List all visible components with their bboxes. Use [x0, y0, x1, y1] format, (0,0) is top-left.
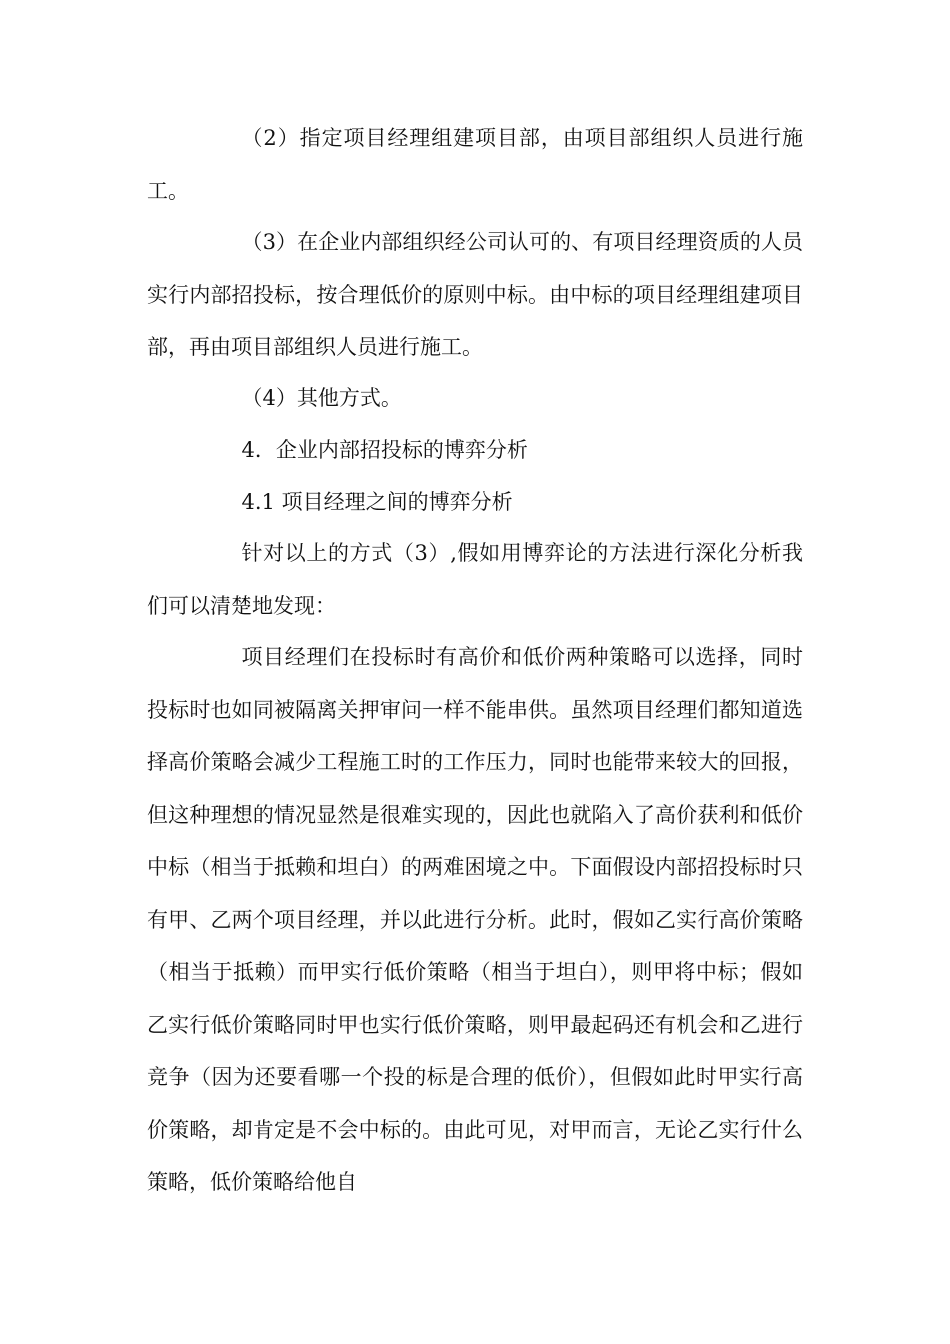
- paragraph-game-analysis: 项目经理们在投标时有高价和低价两种策略可以选择，同时投标时也如同被隔离关押审问一样不能串供。虽然项目经理们都知道选择高价策略会减少工程施工时的工作压力，同时也能带来较大的回报，但这种理想的情况显然是很难实现的，因此也就陷入了高价获利和低价中标（相当于抵赖和坦白）的两难困境之中。下面假设内部招投标时只有甲、乙两个项目经理，并以此进行分析。此时，假如乙实行高价策略（相当于抵赖）而甲实行低价策略（相当于坦白），则甲将中标；假如乙实行低价策略同时甲也实行低价策略，则甲最起码还有机会和乙进行竞争（因为还要看哪一个投的标是合理的低价），但假如此时甲实行高价策略，却肯定是不会中标的。由此可见，对甲而言，无论乙实行什么策略，低价策略给他自: [147, 645, 803, 1194]
- paragraph-intro: 针对以上的方式（3）,假如用博弈论的方法进行深化分析我们可以清楚地发现：: [147, 541, 803, 618]
- section-heading-4: 4．企业内部招投标的博弈分析: [241, 438, 528, 462]
- document-page: [147, 0, 803, 1344]
- paragraph-option-2: （2）指定项目经理组建项目部，由项目部组织人员进行施工。: [147, 126, 803, 203]
- paragraph-option-3: （3）在企业内部组织经公司认可的、有项目经理资质的人员实行内部招投标，按合理低价的原则中标。由中标的项目经理组建项目部，再由项目部组织人员进行施工。: [147, 230, 803, 359]
- paragraph-option-4: （4）其他方式。: [241, 386, 402, 410]
- subsection-heading-4-1: 4.1 项目经理之间的博弈分析: [241, 490, 513, 514]
